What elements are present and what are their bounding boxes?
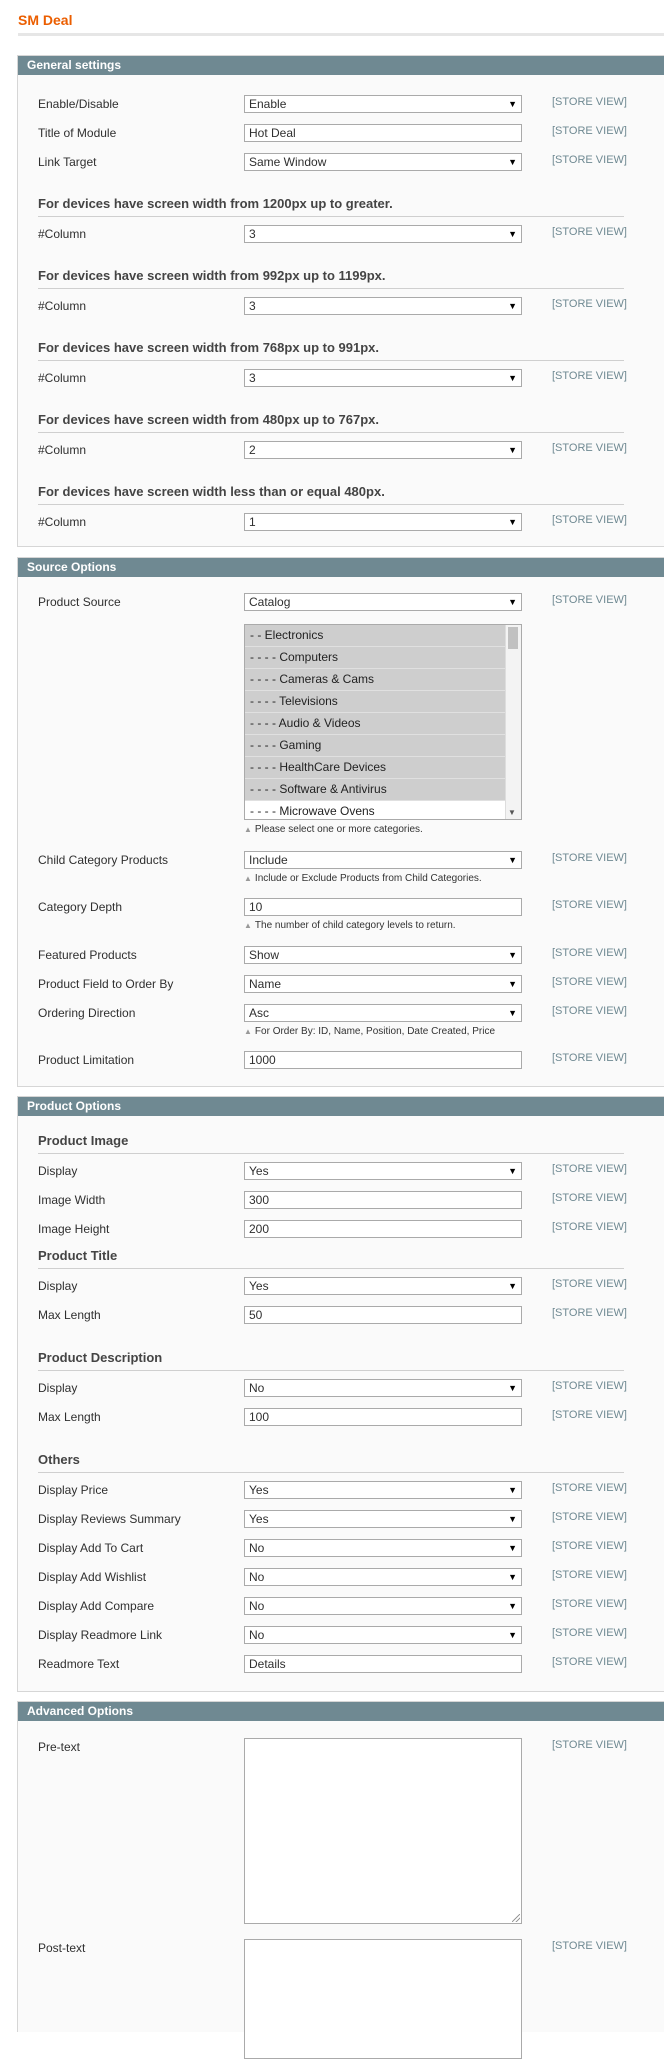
column-1200-select[interactable] [244, 225, 522, 243]
featured-label: Featured Products [38, 948, 137, 962]
product-source-value: Catalog [249, 595, 291, 609]
featured-select[interactable] [244, 946, 522, 964]
dropdown-arrow-icon: ▼ [508, 979, 517, 989]
store-view-scope: [STORE VIEW] [552, 1940, 627, 1952]
direction-note: ▲ For Order By: ID, Name, Position, Date Created, Price [244, 1026, 496, 1037]
dropdown-arrow-icon: ▼ [508, 157, 517, 167]
category-depth-label: Category Depth [38, 900, 123, 914]
limit-input[interactable]: 1000 [244, 1051, 522, 1069]
dropdown-arrow-icon: ▼ [508, 1630, 517, 1640]
max-length-label: Max Length [38, 1308, 101, 1322]
dropdown-arrow-icon: ▼ [508, 517, 517, 527]
dropdown-arrow-icon: ▼ [508, 1572, 517, 1582]
display-wishlist-select[interactable] [244, 1568, 522, 1586]
dropdown-arrow-icon: ▼ [508, 301, 517, 311]
link-target-select[interactable] [244, 153, 522, 171]
desc-display-select[interactable] [244, 1379, 522, 1397]
display-label: Display [38, 1279, 78, 1293]
store-view-scope: [STORE VIEW] [552, 1739, 627, 1751]
store-view-scope: [STORE VIEW] [552, 442, 627, 454]
child-category-value: Include [249, 853, 288, 867]
dropdown-arrow-icon: ▼ [508, 1166, 517, 1176]
display-readmore-value: No [249, 1628, 265, 1642]
posttext-label: Post-text [38, 1941, 86, 1955]
category-option[interactable]: - - - - Microwave Ovens [245, 801, 505, 820]
category-option[interactable]: - - - - Televisions [245, 691, 505, 713]
store-view-scope: [STORE VIEW] [552, 976, 627, 988]
image-display-value: Yes [249, 1164, 269, 1178]
display-compare-value: No [249, 1599, 265, 1613]
limit-label: Product Limitation [38, 1053, 135, 1067]
category-option[interactable]: - - - - Audio & Videos [245, 713, 505, 735]
display-cart-select[interactable] [244, 1539, 522, 1557]
desc-maxlen-input[interactable]: 100 [244, 1408, 522, 1426]
display-label: Display [38, 1164, 78, 1178]
group-title-product-image: Product Image [38, 1133, 624, 1154]
store-view-scope: [STORE VIEW] [552, 852, 627, 864]
column-768-select[interactable] [244, 369, 522, 387]
category-option[interactable]: - - - - HealthCare Devices [245, 757, 505, 779]
store-view-scope: [STORE VIEW] [552, 370, 627, 382]
dropdown-arrow-icon: ▼ [508, 229, 517, 239]
column-480-select[interactable] [244, 441, 522, 459]
store-view-scope: [STORE VIEW] [552, 226, 627, 238]
display-wishlist-value: No [249, 1570, 265, 1584]
display-wishlist-label: Display Add Wishlist [38, 1570, 147, 1584]
store-view-scope: [STORE VIEW] [552, 1627, 627, 1639]
store-view-scope: [STORE VIEW] [552, 1409, 627, 1421]
order-by-value: Name [249, 977, 282, 991]
store-view-scope: [STORE VIEW] [552, 947, 627, 959]
hint-triangle-icon: ▲ [244, 921, 252, 930]
column-768-value: 3 [249, 371, 256, 385]
display-compare-select[interactable] [244, 1597, 522, 1615]
categories-scrollbar[interactable] [505, 625, 521, 819]
store-view-scope: [STORE VIEW] [552, 1163, 627, 1175]
dropdown-arrow-icon: ▼ [508, 99, 517, 109]
store-view-scope: [STORE VIEW] [552, 1221, 627, 1233]
store-view-scope: [STORE VIEW] [552, 1192, 627, 1204]
display-reviews-select[interactable] [244, 1510, 522, 1528]
scrollbar-thumb[interactable] [508, 627, 518, 649]
max-length-label: Max Length [38, 1410, 101, 1424]
column-label: #Column [38, 227, 87, 241]
dropdown-arrow-icon: ▼ [508, 1281, 517, 1291]
display-reviews-label: Display Reviews Summary [38, 1512, 181, 1526]
display-readmore-label: Display Readmore Link [38, 1628, 163, 1642]
resize-handle-icon[interactable] [512, 1914, 520, 1922]
store-view-scope: [STORE VIEW] [552, 1005, 627, 1017]
direction-select[interactable] [244, 1004, 522, 1022]
group-title-less-480: For devices have screen width less than or equal 480px. [38, 484, 624, 505]
store-view-scope: [STORE VIEW] [552, 514, 627, 526]
category-option[interactable]: - - Electronics [245, 625, 505, 647]
image-height-label: Image Height [38, 1222, 110, 1236]
dropdown-arrow-icon: ▼ [508, 445, 517, 455]
group-title-768: For devices have screen width from 768px up to 991px. [38, 340, 624, 361]
column-992-select[interactable] [244, 297, 522, 315]
store-view-scope: [STORE VIEW] [552, 1307, 627, 1319]
display-cart-value: No [249, 1541, 265, 1555]
direction-label: Ordering Direction [38, 1006, 136, 1020]
enable-select[interactable] [244, 95, 522, 113]
pretext-textarea[interactable] [244, 1738, 522, 1924]
column-label: #Column [38, 515, 87, 529]
dropdown-arrow-icon: ▼ [508, 1383, 517, 1393]
product-source-label: Product Source [38, 595, 121, 609]
dropdown-arrow-icon: ▼ [508, 597, 517, 607]
title-label: Title of Module [38, 126, 117, 140]
source-options-header[interactable]: Source Options [18, 558, 664, 577]
dropdown-arrow-icon: ▼ [508, 1601, 517, 1611]
group-title-others: Others [38, 1452, 624, 1473]
readmore-text-input[interactable]: Details [244, 1655, 522, 1673]
column-1200-value: 3 [249, 227, 256, 241]
store-view-scope: [STORE VIEW] [552, 1380, 627, 1392]
store-view-scope: [STORE VIEW] [552, 1511, 627, 1523]
categories-note: ▲ Please select one or more categories. [244, 824, 423, 835]
page-title: SM Deal [18, 12, 73, 28]
display-price-value: Yes [249, 1483, 269, 1497]
source-options-section [17, 557, 664, 1087]
title-maxlen-input[interactable]: 50 [244, 1306, 522, 1324]
advanced-options-section [17, 1701, 664, 2032]
group-title-992: For devices have screen width from 992px up to 1199px. [38, 268, 624, 289]
image-height-input[interactable]: 200 [244, 1220, 522, 1238]
group-title-product-description: Product Description [38, 1350, 624, 1371]
title-display-value: Yes [249, 1279, 269, 1293]
link-target-value: Same Window [249, 155, 327, 169]
store-view-scope: [STORE VIEW] [552, 1540, 627, 1552]
product-options-section [17, 1096, 664, 1692]
store-view-scope: [STORE VIEW] [552, 899, 627, 911]
enable-value: Enable [249, 97, 287, 111]
display-readmore-select[interactable] [244, 1626, 522, 1644]
store-view-scope: [STORE VIEW] [552, 298, 627, 310]
child-category-note: ▲ Include or Exclude Products from Child Categories. [244, 873, 482, 884]
dropdown-arrow-icon: ▼ [508, 950, 517, 960]
child-category-select[interactable] [244, 851, 522, 869]
column-label: #Column [38, 371, 87, 385]
hint-triangle-icon: ▲ [244, 825, 252, 834]
advanced-options-header[interactable]: Advanced Options [18, 1702, 664, 1721]
display-label: Display [38, 1381, 78, 1395]
child-category-label: Child Category Products [38, 853, 169, 867]
hint-triangle-icon: ▲ [244, 874, 252, 883]
category-option[interactable]: - - - - Gaming [245, 735, 505, 757]
link-target-label: Link Target [38, 155, 97, 169]
title-display-select[interactable] [244, 1277, 522, 1295]
store-view-scope: [STORE VIEW] [552, 125, 627, 137]
general-settings-header[interactable]: General settings [18, 56, 664, 75]
featured-value: Show [249, 948, 280, 962]
scroll-down-arrow-icon[interactable]: ▼ [508, 808, 516, 817]
store-view-scope: [STORE VIEW] [552, 1482, 627, 1494]
readmore-text-label: Readmore Text [38, 1657, 120, 1671]
title-divider [18, 33, 664, 36]
store-view-scope: [STORE VIEW] [552, 1278, 627, 1290]
display-compare-label: Display Add Compare [38, 1599, 155, 1613]
image-width-input[interactable]: 300 [244, 1191, 522, 1209]
dropdown-arrow-icon: ▼ [508, 1008, 517, 1018]
category-option[interactable]: - - - - Cameras & Cams [245, 669, 505, 691]
dropdown-arrow-icon: ▼ [508, 1514, 517, 1524]
store-view-scope: [STORE VIEW] [552, 594, 627, 606]
group-title-480: For devices have screen width from 480px up to 767px. [38, 412, 624, 433]
dropdown-arrow-icon: ▼ [508, 373, 517, 383]
store-view-scope: [STORE VIEW] [552, 96, 627, 108]
display-reviews-value: Yes [249, 1512, 269, 1526]
pretext-label: Pre-text [38, 1740, 81, 1754]
general-settings-section [17, 55, 664, 547]
order-by-select[interactable] [244, 975, 522, 993]
image-width-label: Image Width [38, 1193, 106, 1207]
group-title-product-title: Product Title [38, 1248, 624, 1269]
hint-triangle-icon: ▲ [244, 1027, 252, 1036]
categories-multiselect[interactable] [244, 624, 522, 820]
posttext-textarea[interactable] [244, 1939, 522, 2059]
column-label: #Column [38, 299, 87, 313]
display-price-select[interactable] [244, 1481, 522, 1499]
category-depth-note: ▲ The number of child category levels to return. [244, 920, 456, 931]
category-option[interactable]: - - - - Software & Antivirus [245, 779, 505, 801]
direction-value: Asc [249, 1006, 270, 1020]
display-cart-label: Display Add To Cart [38, 1541, 144, 1555]
store-view-scope: [STORE VIEW] [552, 154, 627, 166]
store-view-scope: [STORE VIEW] [552, 1052, 627, 1064]
category-option[interactable]: - - - - Computers [245, 647, 505, 669]
dropdown-arrow-icon: ▼ [508, 1485, 517, 1495]
category-depth-input[interactable]: 10 [244, 898, 522, 916]
column-480-value: 2 [249, 443, 256, 457]
display-price-label: Display Price [38, 1483, 109, 1497]
dropdown-arrow-icon: ▼ [508, 1543, 517, 1553]
image-display-select[interactable] [244, 1162, 522, 1180]
store-view-scope: [STORE VIEW] [552, 1656, 627, 1668]
product-options-header[interactable]: Product Options [18, 1097, 664, 1116]
dropdown-arrow-icon: ▼ [508, 855, 517, 865]
column-less-480-value: 1 [249, 515, 256, 529]
order-by-label: Product Field to Order By [38, 977, 174, 991]
store-view-scope: [STORE VIEW] [552, 1569, 627, 1581]
group-title-1200: For devices have screen width from 1200px up to greater. [38, 196, 624, 217]
desc-display-value: No [249, 1381, 265, 1395]
title-input[interactable]: Hot Deal [244, 124, 522, 142]
column-992-value: 3 [249, 299, 256, 313]
column-label: #Column [38, 443, 87, 457]
column-less-480-select[interactable] [244, 513, 522, 531]
product-source-select[interactable] [244, 593, 522, 611]
enable-label: Enable/Disable [38, 97, 119, 111]
store-view-scope: [STORE VIEW] [552, 1598, 627, 1610]
